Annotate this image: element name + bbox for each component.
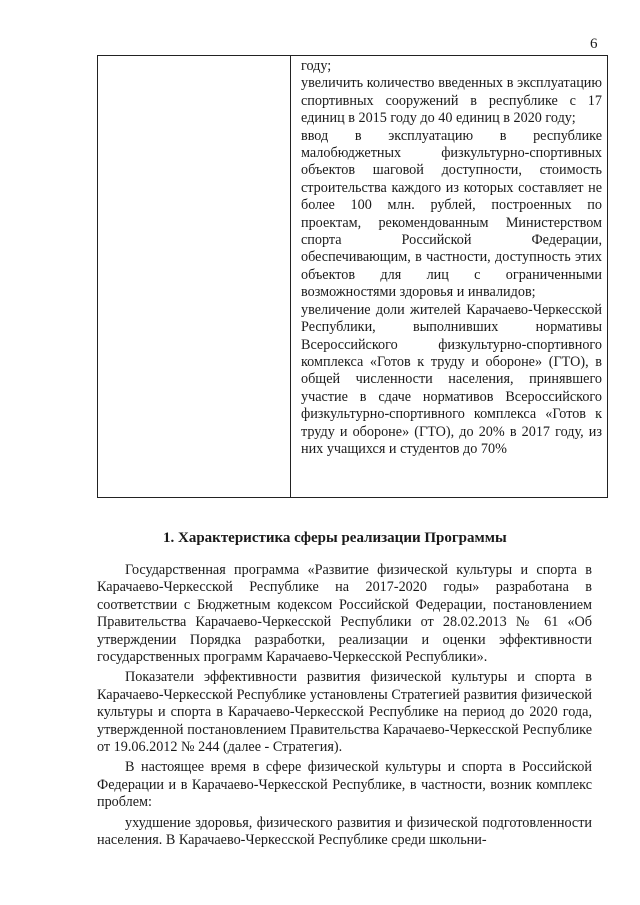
targets-cell xyxy=(301,58,602,458)
body-paragraph: Государственная программа «Развитие физической культуры и спорта в Карачаево-Черкесской Республике на 2017-2020 годы» разработана в соответствии с Бюджетным кодексом Российской Федерации, постановлением Правительства Карачаево-Черкесской Республики от 28.02.2013 № 61 «Об утверждении Порядка разработки, реализации и оценки эффективности государственных программ Карачаево-Черкесской Республики». xyxy=(97,562,592,666)
targets-paragraph: ввод в эксплуатацию в республике малобюджетных физкультурно-спортивных объектов шаговой доступности, стоимость строительства каждого из которых составляет не более 100 млн. рублей, построенных по проектам, рекомендованным Министерством спорта Российской Федерации, обеспечивающим, в частности, доступность этих объектов для лиц с ограниченными возможностями здоровья и инвалидов; xyxy=(301,127,602,301)
targets-paragraph: увеличить количество введенных в эксплуатацию спортивных сооружений в республике с 17 единиц в 2015 году до 40 единиц в 2020 году; xyxy=(301,75,602,127)
targets-paragraph: году; xyxy=(301,58,332,74)
body-paragraph: В настоящее время в сфере физической культуры и спорта в Российской Федерации и в Карачаево-Черкесской Республике, в частности, возник комплекс проблем: xyxy=(97,759,592,811)
targets-table xyxy=(97,55,608,498)
section-body xyxy=(97,562,592,853)
section-heading: 1. Характеристика сферы реализации Программы xyxy=(163,530,507,546)
body-paragraph: ухудшение здоровья, физического развития и физической подготовленности населения. В Карачаево-Черкесской Республике среди школьни- xyxy=(97,814,592,849)
page-number: 6 xyxy=(590,36,598,52)
body-paragraph: Показатели эффективности развития физической культуры и спорта в Карачаево-Черкесской Республике установлены Стратегией развития физической культуры и спорта в Карачаево-Черкесской Республике на период до 2020 года, утвержденной постановлением Правительства Карачаево-Черкесской Республике от 19.06.2012 № 244 (далее - Стратегия). xyxy=(97,669,592,756)
targets-paragraph: увеличение доли жителей Карачаево-Черкесской Республики, выполнивших нормативы Всероссийского физкультурно-спортивного комплекса «Готов к труду и обороне» (ГТО), в общей численности населения, принявшего участие в сдаче нормативов Всероссийского физкультурно-спортивного комплекса «Готов к труду и обороне» (ГТО), до 20% в 2017 году, из них учащихся и студентов до 70% xyxy=(301,301,602,457)
table-column-divider xyxy=(290,56,291,497)
